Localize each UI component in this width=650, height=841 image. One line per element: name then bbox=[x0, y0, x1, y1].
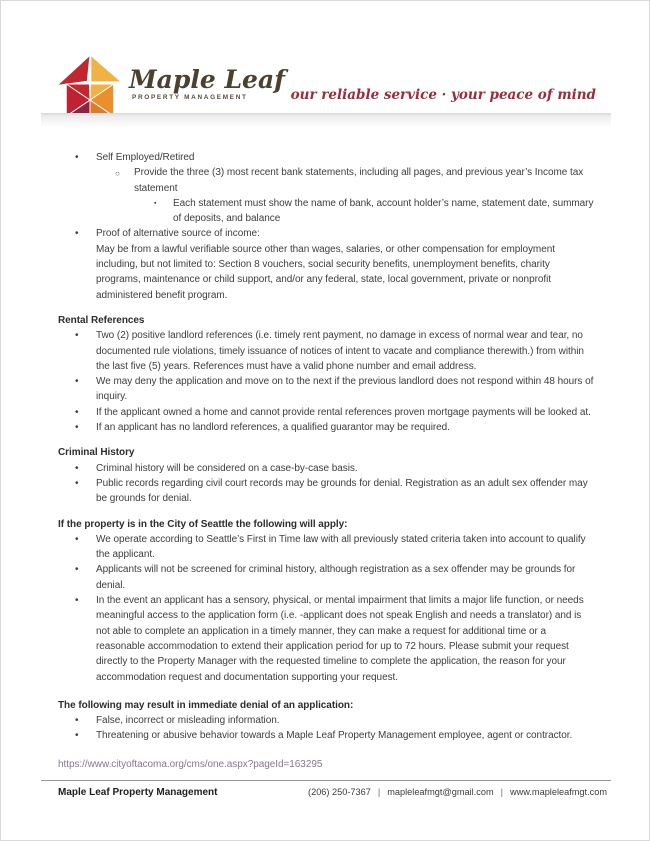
list-item-text: Criminal history will be considered on a case-by-case basis. bbox=[96, 462, 358, 474]
list-item bbox=[58, 461, 595, 476]
list-item-text: Public records regarding civil court records may be grounds for denial. Registration as an adult sex offender may be grounds for denial. bbox=[96, 477, 588, 505]
list-item bbox=[58, 405, 595, 420]
square-bullet-icon bbox=[154, 196, 156, 211]
document-body bbox=[58, 150, 595, 772]
bullet-icon bbox=[75, 728, 78, 743]
bullet-icon bbox=[75, 150, 78, 165]
bullet-icon bbox=[75, 713, 78, 728]
bullet-icon bbox=[75, 405, 78, 420]
brand-subtitle: PROPERTY MANAGEMENT bbox=[132, 94, 248, 101]
section-heading: Criminal History bbox=[58, 447, 135, 459]
tacoma-link[interactable]: https://www.cityoftacoma.org/cms/one.aspx?pageId=163295 bbox=[58, 758, 323, 770]
brand-name: Maple Leaf bbox=[129, 65, 285, 94]
bullet-icon bbox=[75, 420, 78, 435]
list-item-text: We operate according to Seattle’s First in Time law with all previously stated criteria taken into account to qualify the applicant. bbox=[96, 533, 586, 561]
income-requirements-list bbox=[58, 150, 595, 303]
bullet-icon bbox=[75, 374, 78, 389]
list-item-text: If an applicant has no landlord references, a qualified guarantor may be required. bbox=[96, 422, 450, 434]
bullet-icon bbox=[75, 476, 78, 491]
list-item bbox=[58, 150, 595, 165]
list-item bbox=[58, 226, 595, 241]
section-heading: The following may result in immediate denial of an application: bbox=[58, 699, 354, 711]
section-rental-references bbox=[58, 313, 595, 435]
list-item bbox=[58, 728, 595, 743]
list-item bbox=[58, 374, 595, 405]
bullet-icon bbox=[75, 562, 78, 577]
list-item-text: We may deny the application and move on to the next if the previous landlord does not respond within 48 hours of inquiry. bbox=[96, 376, 594, 403]
list-item-text: False, incorrect or misleading information. bbox=[96, 715, 280, 727]
list-item bbox=[58, 476, 595, 507]
section-criminal-history bbox=[58, 445, 595, 506]
bullet-icon bbox=[75, 226, 78, 241]
circle-bullet-icon bbox=[115, 166, 120, 181]
footer-contact bbox=[308, 787, 607, 797]
list-item-text: Two (2) positive landlord references (i.e. timely rent payment, no damage in excess of normal wear and tear, no documented rule violations, timely issuance of notices of intent to vacate and compliance therewith.) from within the last five (5) years. References must have a valid phone number and email address. bbox=[96, 330, 584, 372]
header-divider bbox=[41, 113, 611, 126]
bullet-icon bbox=[75, 461, 78, 476]
list-item-text: Provide the three (3) most recent bank statements, including all pages, and previous year’s Income tax statement bbox=[134, 167, 584, 194]
section-heading: Rental References bbox=[58, 314, 145, 326]
footer-divider bbox=[41, 780, 611, 781]
bullet-icon bbox=[75, 328, 78, 343]
section-city-of-seattle bbox=[58, 517, 595, 685]
document-header bbox=[58, 55, 596, 117]
list-item bbox=[58, 532, 595, 563]
list-item bbox=[58, 420, 595, 435]
house-logo-icon bbox=[58, 55, 122, 117]
list-item bbox=[58, 713, 595, 728]
list-item-text: Threatening or abusive behavior towards a Maple Leaf Property Management employee, agent or contractor. bbox=[96, 730, 573, 742]
link-row bbox=[58, 757, 595, 772]
section-immediate-denial bbox=[58, 698, 595, 744]
list-item bbox=[58, 165, 595, 196]
brand-tagline: our reliable service · your peace of mind bbox=[290, 87, 596, 103]
footer-website: www.mapleleafmgt.com bbox=[509, 787, 607, 797]
list-item-text: Each statement must show the name of bank, account holder’s name, statement date, summary of deposits, and balance bbox=[173, 197, 594, 225]
list-item-text: Applicants will not be screened for criminal history, although registration as a sex offender may be grounds for denial. bbox=[96, 564, 576, 591]
list-item-text: In the event an applicant has a sensory, physical, or mental impairment that limits a major life function, or needs meaningful access to the application form (i.e. -applicant does not speak English and needs a translator) and is not able to complete an application in a timely manner, they can make a request for additional time or a reasonable accommodation to extend their application period for up to 72 hours. Please submit your request directly to the Property Manager with the requested timeline to complete the application, the reason for your accommodation request and documentation supporting your request. bbox=[96, 595, 584, 683]
bullet-icon bbox=[75, 593, 78, 608]
bullet-icon bbox=[75, 532, 78, 547]
list-item bbox=[58, 593, 595, 685]
brand-text bbox=[129, 55, 285, 101]
list-item-text: Proof of alternative source of income: bbox=[96, 228, 260, 240]
list-item bbox=[58, 196, 595, 227]
footer-separator: | bbox=[500, 787, 503, 797]
list-item-text: Self Employed/Retired bbox=[96, 152, 195, 163]
list-item-continuation: May be from a lawful verifiable source other than wages, salaries, or other compensation for employment including, but not limited to: Section 8 vouchers, social security benefits, unemployment benefits, charity programs, maintenance or child support, and/or any federal, state, local government, private or nonprofit administered benefit program. bbox=[96, 243, 555, 301]
footer-email: mapleleafmgt@gmail.com bbox=[387, 787, 494, 797]
list-item bbox=[58, 328, 595, 374]
footer-phone: (206) 250-7367 bbox=[308, 787, 371, 797]
list-item bbox=[58, 562, 595, 593]
list-item-text: If the applicant owned a home and cannot provide rental references proven mortgage payments will be looked at. bbox=[96, 406, 591, 418]
section-heading: If the property is in the City of Seattle the following will apply: bbox=[58, 518, 348, 530]
footer-separator: | bbox=[377, 787, 381, 797]
footer-company: Maple Leaf Property Management bbox=[58, 787, 218, 798]
maple-leaf-logo bbox=[58, 55, 285, 117]
document-footer bbox=[58, 787, 607, 798]
